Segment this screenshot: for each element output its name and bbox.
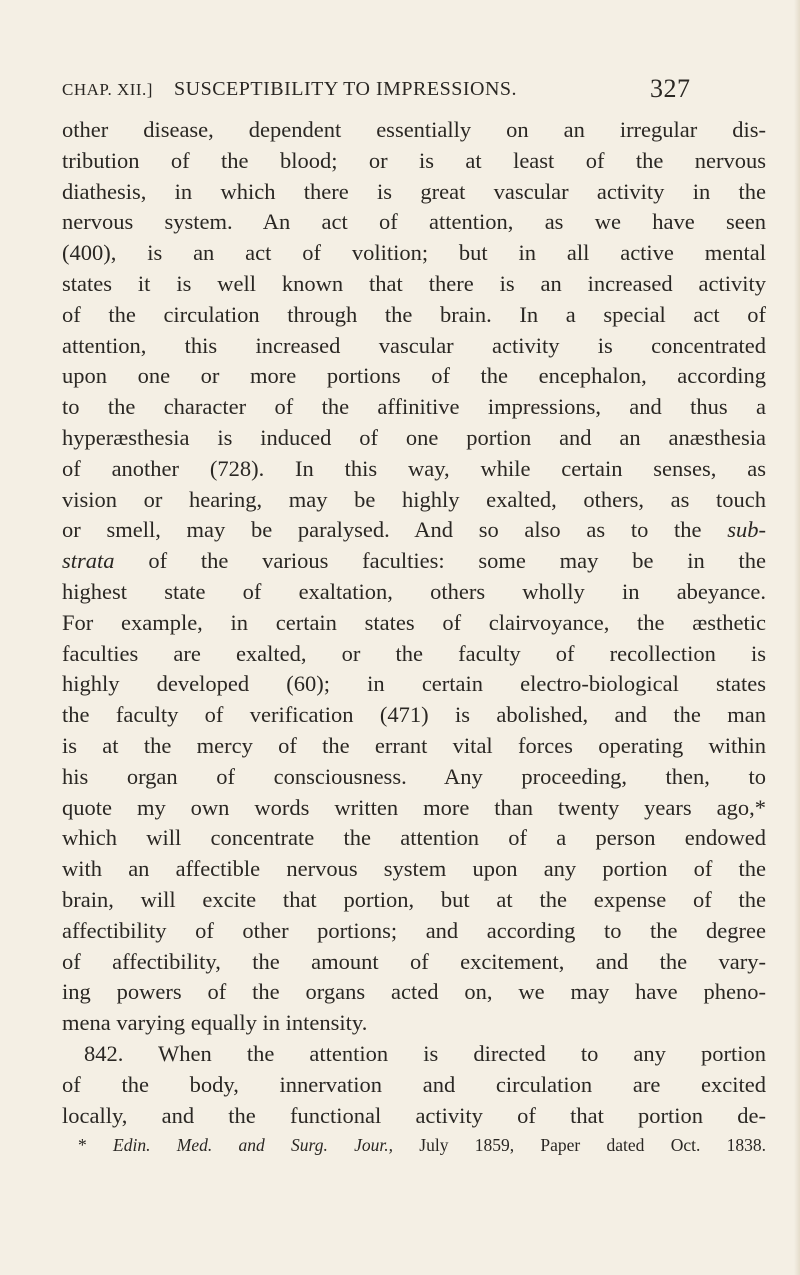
text-line-rest: of the various faculties: some may be in the — [148, 548, 767, 574]
text-line: upon one or more portions of the encephalon, according — [62, 363, 766, 389]
running-title: SUSCEPTIBILITY TO IMPRESSIONS. — [174, 78, 518, 100]
text-line: of affectibility, the amount of excitement, and the vary- — [62, 948, 766, 974]
text-line: diathesis, in which there is great vascular activity in the — [62, 178, 766, 204]
text-line: ing powers of the organs acted on, we may have pheno- — [62, 979, 766, 1005]
footnote — [62, 1131, 766, 1159]
text-line: other disease, dependent essentially on an irregular dis- — [62, 117, 766, 142]
text-line: states it is well known that there is an increased activity — [62, 270, 766, 296]
text-line: affectibility of other portions; and according to the degree — [62, 917, 766, 943]
text-line: brain, will excite that portion, but at the expense of the — [62, 886, 766, 912]
text-line: of another (728). In this way, while certain senses, as — [62, 455, 766, 481]
text-line: highly developed (60); in certain electro-biological states — [62, 671, 766, 697]
text-line: highest state of exaltation, others wholly in abeyance. — [62, 578, 766, 604]
footnote-marker: * — [78, 1135, 87, 1156]
text-line: hyperæsthesia is induced of one portion and an anæsthesia — [62, 424, 766, 450]
page-edge — [794, 0, 800, 1275]
text-line: faculties are exalted, or the faculty of recollection is — [62, 640, 766, 666]
italic-term: sub- — [727, 517, 766, 543]
running-header — [62, 74, 762, 108]
footnote-source: Edin. Med. and Surg. Jour., — [113, 1135, 393, 1156]
text-line: locally, and the functional activity of that portion de- — [62, 1102, 766, 1128]
italic-term: strata — [62, 548, 115, 574]
footnote-text: July 1859, Paper dated Oct. 1838. — [393, 1135, 767, 1156]
text-line: (400), is an act of volition; but in all active mental — [62, 240, 766, 266]
text-line: tribution of the blood; or is at least of the nervous — [62, 147, 766, 173]
text-line: mena varying equally in intensity. — [62, 1010, 368, 1036]
text-line: nervous system. An act of attention, as we have seen — [62, 209, 766, 235]
text-line: vision or hearing, may be highly exalted, others, as touch — [62, 486, 766, 512]
text-line: with an affectible nervous system upon any portion of the — [62, 856, 766, 882]
text-line: to the character of the affinitive impressions, and thus a — [62, 394, 766, 420]
text-line: attention, this increased vascular activity is concentrated — [62, 332, 766, 358]
page-number: 327 — [650, 74, 691, 103]
text-line: quote my own words written more than twenty years ago,* — [62, 794, 766, 820]
text-line: is at the mercy of the errant vital forces operating within — [62, 732, 766, 758]
text-line: which will concentrate the attention of a person endowed — [62, 825, 766, 851]
body-text — [62, 115, 766, 1159]
text-line — [62, 515, 766, 546]
text-line: the faculty of verification (471) is abolished, and the man — [62, 702, 766, 728]
paragraph-start: 842. When the attention is directed to any portion — [84, 1040, 766, 1066]
text-line: of the circulation through the brain. In a special act of — [62, 301, 766, 327]
text-line: his organ of consciousness. Any proceeding, then, to — [62, 763, 766, 789]
chapter-label: CHAP. XII.] — [62, 80, 153, 99]
text-line: For example, in certain states of clairvoyance, the æsthetic — [62, 609, 766, 635]
text-line — [62, 546, 766, 577]
text-line: of the body, innervation and circulation are excited — [62, 1071, 766, 1097]
text-line-start: or smell, may be paralysed. And so also as to the — [62, 517, 728, 543]
